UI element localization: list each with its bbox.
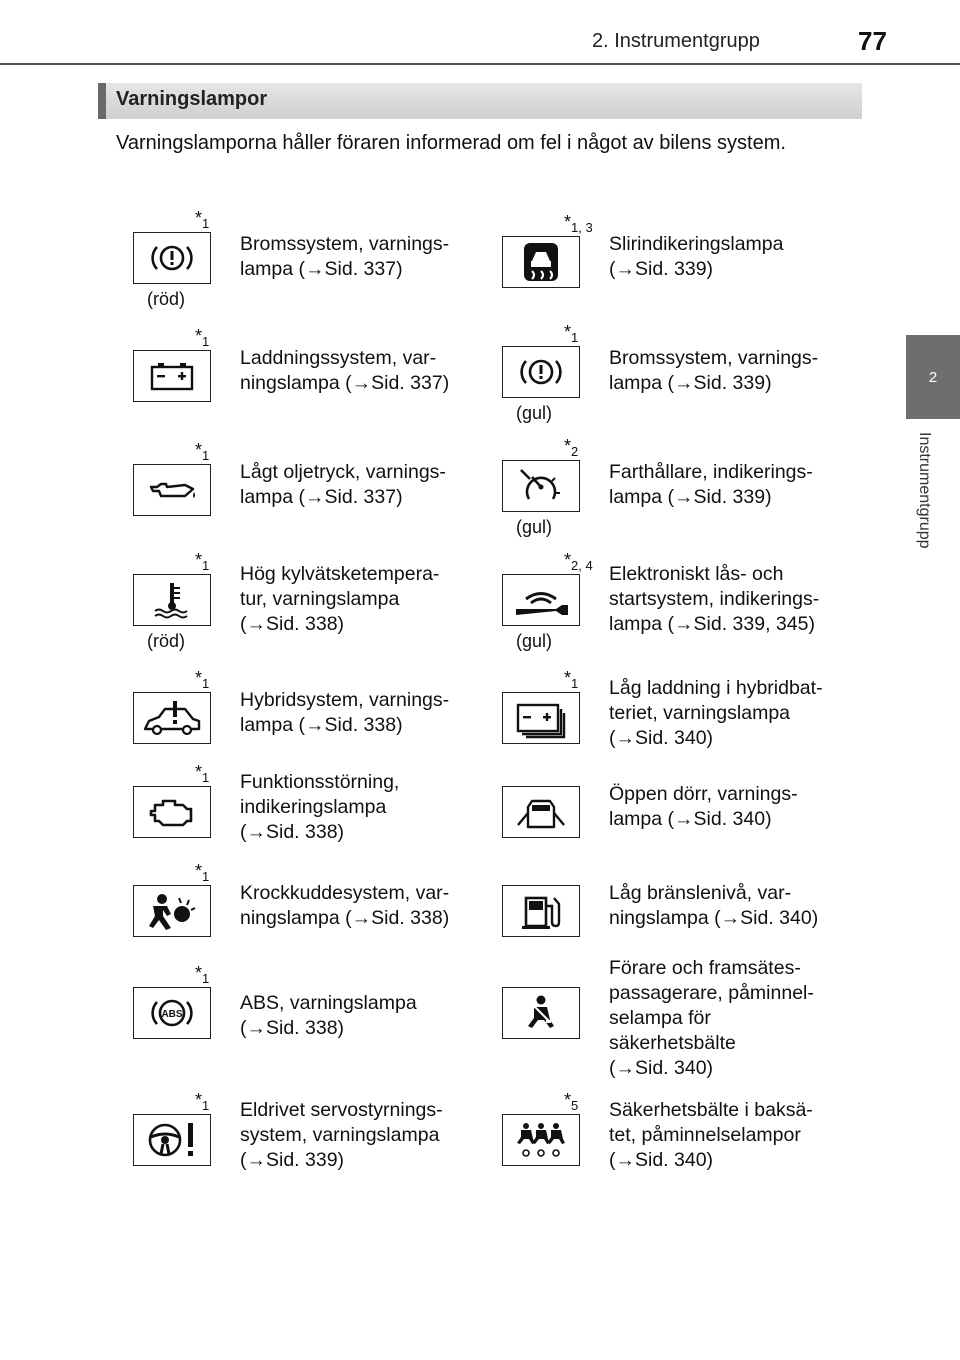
lamp-entry-smart-key [502, 550, 871, 652]
lamp-entry-power-steering [133, 1090, 502, 1185]
hybrid-battery-icon [502, 692, 580, 744]
lamp-description-line: Krockkuddesystem, var- [240, 882, 450, 904]
lamp-description [609, 562, 849, 637]
footnote-marker: $*_1$ [195, 861, 210, 884]
lamp-description-line: (→Sid. 338) [240, 821, 345, 843]
lamp-description-line: teriet, varningslampa [609, 702, 791, 724]
lamp-entry-door-open [502, 767, 871, 855]
lamp-entry-brake-warning-red [133, 208, 502, 310]
footnote-marker: $*_1$ [195, 326, 210, 349]
footnote-marker: $*_1$ [195, 668, 210, 691]
footnote-marker: $*_2$ [564, 436, 579, 459]
lamp-entry-low-fuel [502, 866, 871, 954]
lamp-description-line: startsystem, indikerings- [609, 588, 820, 610]
lamp-description-line: lampa (→Sid. 340) [609, 808, 772, 830]
lamp-description-line: Låg laddning i hybridbat- [609, 677, 823, 699]
footnote-marker: $*_1$ [195, 208, 210, 231]
lamp-description-line: Funktionsstörning, [240, 771, 400, 793]
lamp-entry-cruise-control [502, 436, 871, 538]
lamp-description-line: Bromssystem, varnings- [609, 347, 819, 369]
lamp-description [609, 881, 849, 931]
lamp-description-line: Slirindikeringslampa [609, 233, 784, 255]
lamp-description-line: Förare och framsätes- [609, 957, 801, 979]
lamp-description-line: (→Sid. 340) [609, 1149, 714, 1171]
lamp-description-line: tur, varningslampa [240, 588, 400, 610]
lamp-color-note: (gul) [516, 631, 553, 651]
lamp-description-line: ningslampa (→Sid. 338) [240, 907, 450, 929]
lamp-description [609, 460, 849, 510]
lamp-color-note: (röd) [147, 289, 186, 309]
lamp-description-line: Laddningssystem, var- [240, 347, 437, 369]
lamp-description-line: Lågt oljetryck, varnings- [240, 461, 446, 483]
lamp-description-line: lampa (→Sid. 337) [240, 258, 403, 280]
lamp-color-note: (röd) [147, 631, 186, 651]
footnote-marker: $*_1$ [195, 762, 210, 785]
lamp-description-line: Farthållare, indikerings- [609, 461, 813, 483]
lamp-entry-seatbelt-rear [502, 1090, 871, 1185]
lamp-description [240, 562, 480, 637]
lamp-description [240, 991, 480, 1041]
lamp-description-line: säkerhetsbälte [609, 1032, 736, 1054]
lamp-description-line: lampa (→Sid. 339, 345) [609, 613, 815, 635]
lamp-color-note: (gul) [516, 403, 553, 423]
oil-pressure-icon [133, 464, 211, 516]
chapter-tab[interactable] [906, 335, 960, 419]
lamp-description-line: lampa (→Sid. 339) [609, 372, 772, 394]
lamp-description [609, 676, 849, 751]
footnote-marker: $*_1$ [195, 1090, 210, 1113]
battery-charging-icon [133, 350, 211, 402]
lamp-description-line: ningslampa (→Sid. 340) [609, 907, 819, 929]
lamp-description-line: (→Sid. 339) [609, 258, 714, 280]
lamp-description [609, 956, 849, 1081]
lamp-description-line: tet, påminnelselampor [609, 1124, 801, 1146]
lamp-description-line: lampa (→Sid. 338) [240, 714, 403, 736]
lamp-description-line: (→Sid. 340) [609, 1057, 714, 1079]
lamp-description-line: ABS, varningslampa [240, 992, 417, 1014]
section-title: Varningslampor [116, 88, 268, 110]
seatbelt-rear-icon [502, 1114, 580, 1166]
lamp-description-line: Eldrivet servostyrnings- [240, 1099, 443, 1121]
footnote-marker: $*_1$ [195, 550, 210, 573]
low-fuel-icon [502, 885, 580, 937]
seatbelt-front-icon [502, 987, 580, 1039]
lamp-description [240, 1098, 480, 1173]
lamp-description-line: ningslampa (→Sid. 337) [240, 372, 450, 394]
lamp-entry-abs [133, 962, 502, 1082]
slip-indicator-icon [502, 236, 580, 288]
lamp-color-note: (gul) [516, 517, 553, 537]
brake-warning-yellow-icon [502, 346, 580, 398]
section-heading-bar [98, 83, 862, 119]
lamp-entry-brake-warning-yellow [502, 322, 871, 424]
lamp-description-line: (→Sid. 339) [240, 1149, 345, 1171]
lamp-description-line: (→Sid. 338) [240, 613, 345, 635]
chapter-tab-number: 2 [928, 368, 938, 386]
lamp-description [609, 782, 849, 832]
power-steering-icon [133, 1114, 211, 1166]
lamp-description-line: lampa (→Sid. 337) [240, 486, 403, 508]
lamp-description-line: Hög kylvätsketempera- [240, 563, 440, 585]
footnote-marker: $*_1$ [195, 963, 210, 986]
lamp-description-line: Elektroniskt lås- och [609, 563, 784, 585]
lamp-entry-seatbelt-front [502, 957, 871, 1082]
check-engine-icon [133, 786, 211, 838]
lamp-description [240, 688, 480, 738]
lamp-description-line: lampa (→Sid. 339) [609, 486, 772, 508]
header-divider [0, 63, 960, 65]
footnote-marker: $*_1$ [195, 440, 210, 463]
abs-icon [133, 987, 211, 1039]
lamp-description [609, 1098, 849, 1173]
coolant-temperature-icon [133, 574, 211, 626]
footnote-marker: $*_5$ [564, 1090, 579, 1113]
footnote-marker: $*_{2, 4}$ [564, 550, 593, 573]
cruise-control-icon [502, 460, 580, 512]
door-open-icon [502, 786, 580, 838]
hybrid-system-icon [133, 692, 211, 744]
lamp-description-line: passagerare, påminnel- [609, 982, 814, 1004]
lamp-description [609, 232, 849, 282]
lamp-description-line: Låg bränslenivå, var- [609, 882, 792, 904]
lamp-description-line: (→Sid. 338) [240, 1017, 345, 1039]
footnote-marker: $*_{1, 3}$ [564, 212, 593, 235]
lamp-entry-airbag [133, 861, 502, 954]
lamp-description [240, 460, 480, 510]
lamp-description-line: (→Sid. 340) [609, 727, 714, 749]
lamp-description-line: indikeringslampa [240, 796, 387, 818]
chapter-tab-label: Instrumentgrupp [916, 432, 933, 549]
lamp-entry-hybrid-system [133, 668, 502, 766]
lamp-entry-oil-pressure [133, 440, 502, 538]
lamp-description [240, 881, 480, 931]
lamp-entry-hybrid-battery [502, 668, 871, 766]
chapter-title: 2. Instrumentgrupp [592, 30, 760, 52]
lamp-entry-check-engine [133, 762, 502, 855]
lamp-entry-coolant-temperature [133, 550, 502, 652]
lamp-description [240, 232, 480, 282]
lamp-description-line: Bromssystem, varnings- [240, 233, 450, 255]
lamp-description-line: system, varningslampa [240, 1124, 440, 1146]
lamp-description-line: Öppen dörr, varnings- [609, 783, 798, 805]
smart-key-icon [502, 574, 580, 626]
lamp-description [240, 770, 480, 845]
page-number: 77 [858, 26, 887, 56]
brake-warning-red-icon [133, 232, 211, 284]
lamp-description-line: selampa för [609, 1007, 711, 1029]
lamp-entry-battery-charging [133, 326, 502, 424]
intro-paragraph: Varningslamporna håller föraren informerad om fel i något av bilens system. [116, 132, 786, 154]
lamp-description [609, 346, 849, 396]
lamp-description-line: Säkerhetsbälte i baksä- [609, 1099, 813, 1121]
svg-text:ABS: ABS [161, 1009, 183, 1020]
lamp-description-line: Hybridsystem, varnings- [240, 689, 450, 711]
footnote-marker: $*_1$ [564, 322, 579, 345]
lamp-description [240, 346, 480, 396]
airbag-icon [133, 885, 211, 937]
footnote-marker: $*_1$ [564, 668, 579, 691]
lamp-entry-slip-indicator [502, 212, 871, 310]
